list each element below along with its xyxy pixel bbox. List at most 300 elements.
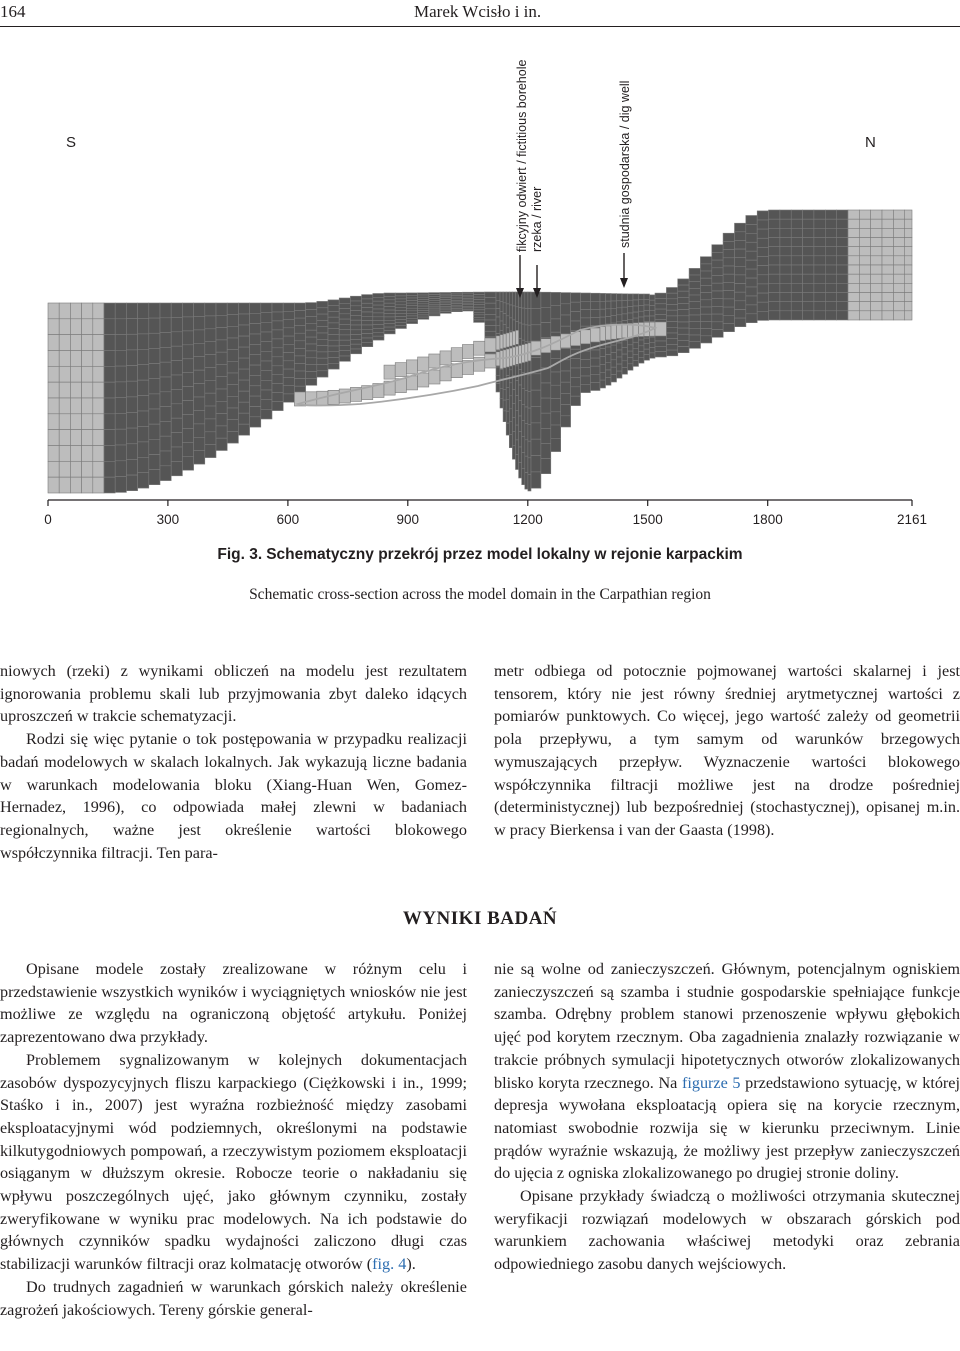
grid-cell [611,375,617,382]
grid-cell [522,453,525,469]
grid-cell [650,306,656,311]
grid-cell [474,307,485,310]
grid-cell [689,288,700,295]
grid-cell [541,383,551,398]
light-cell [590,328,600,342]
grid-cell [628,313,634,319]
grid-cell [115,477,126,493]
grid-cell [644,305,650,311]
grid-cell [70,382,81,398]
grid-cell [628,351,634,357]
grid-cell [531,472,541,488]
grid-cell [825,256,836,265]
grid-cell [216,414,227,426]
x-axis-tick-label: 900 [396,512,420,527]
grid-cell [48,351,59,367]
grid-cell [272,357,283,366]
grid-cell [882,228,893,237]
grid-cell [509,292,512,305]
grid-cell [525,407,528,423]
grid-cell [606,317,612,325]
grid-cell [512,417,515,431]
grid-cell [395,302,406,305]
grid-cell [650,337,656,342]
grid-cell [633,360,639,366]
grid-cell [506,411,509,423]
grid-cell [418,299,429,301]
grid-cell [283,377,294,385]
grid-cell [350,330,361,335]
bottom-right-column [494,958,960,1276]
grid-cell [837,274,848,283]
grid-cell [859,283,870,292]
grid-cell [294,356,305,364]
grid-cell [600,364,606,372]
grid-cell [70,477,81,493]
grid-cell [803,265,814,274]
light-cell [606,326,612,340]
grid-cell [350,311,361,316]
figure-4-link[interactable]: fig. 4 [372,1255,407,1274]
grid-cell [600,357,606,365]
light-cell [611,325,617,339]
light-cell [581,330,591,344]
grid-cell [149,318,160,333]
grid-cell [541,353,551,368]
grid-cell [362,303,373,307]
grid-cell [689,295,700,302]
grid-cell [837,238,848,247]
grid-cell [306,372,317,379]
figure-5-link[interactable]: figurze 5 [681,1073,741,1092]
grid-cell [503,411,506,422]
grid-cell [712,291,723,299]
grid-cell [791,238,802,247]
grid-cell [59,351,70,367]
grid-cell [837,247,848,256]
grid-cell [384,296,395,299]
grid-cell [746,260,757,269]
grid-cell [503,400,506,411]
grid-cell [528,292,531,309]
grid-cell [339,309,350,314]
grid-cell [512,431,515,445]
grid-cell [859,265,870,274]
grid-cell [531,308,541,324]
grid-cell [757,257,768,266]
grid-cell [406,308,417,311]
grid-cell [171,346,182,360]
grid-cell [227,361,238,373]
grid-cell [384,317,395,320]
grid-cell [837,219,848,228]
grid-cell [791,265,802,274]
grid-cell [115,335,126,351]
grid-cell [622,314,628,321]
grid-cell [429,314,440,316]
grid-cell [272,375,283,384]
grid-cell [306,316,317,323]
grid-cell [882,210,893,219]
grid-cell [126,303,137,319]
grid-cell [617,301,623,308]
grid-cell [700,321,711,328]
grid-cell [509,318,512,331]
grid-cell [803,302,814,311]
grid-cell [528,441,531,458]
grid-cell [205,367,216,380]
grid-cell [418,317,429,319]
grid-cell [474,292,485,295]
grid-cell [859,228,870,237]
grid-cell [531,423,541,439]
grid-cell [893,210,904,219]
grid-cell [814,274,825,283]
grid-cell [723,258,734,266]
grid-cell [500,389,503,399]
grid-cell [216,303,227,315]
grid-cell [227,385,238,397]
grid-cell [571,302,581,311]
grid-cell [746,224,757,233]
grid-cell [317,327,328,333]
grid-cell [503,292,506,303]
grid-cell [160,407,171,422]
grid-cell [104,382,115,398]
grid-cell [362,334,373,338]
grid-cell [496,317,500,325]
grid-cell [606,370,612,378]
grid-cell [149,409,160,424]
grid-cell [639,294,645,300]
grid-cell [551,319,561,332]
grid-cell [82,477,93,493]
light-cell [429,370,440,384]
grid-cell [500,398,503,408]
grid-cell [571,312,581,321]
grid-cell [666,350,677,356]
grid-cell [757,211,768,220]
grid-cell [581,384,591,392]
grid-cell [791,274,802,283]
grid-cell [746,296,757,305]
grid-cell [238,314,249,325]
figure-caption [0,546,960,564]
grid-cell [115,413,126,429]
grid-cell [395,320,406,323]
grid-cell [70,335,81,351]
grid-cell [655,346,666,351]
grid-cell [126,350,137,366]
grid-cell [803,311,814,320]
grid-cell [104,414,115,430]
grid-cell [905,210,912,219]
grid-cell [541,459,551,474]
grid-cell [590,350,600,358]
grid-cell [723,315,734,323]
grid-cell [757,238,768,247]
grid-cell [633,354,639,360]
grid-cell [769,210,780,219]
top-right-column [494,660,960,842]
paragraph-text: Problemem sygnalizowanym w kolejnych dokumentacjach zasobów dyspozycyjnych fliszu karpackiego (Ciężkowski i in., 1999; Staśko i in., 2007) jest wyraźna rozbieżność między zasobami eksploatacyjnymi wód podziemnych, określonymi na podstawie kilkutygodniowych pompowań, a rzeczywistym poziomem eksploatacji osiąganym w dłuższym okresie. Robocze teorie o nakładaniu się wpływu poszczególnych ujęć, jako głównym czynniku, zostały zweryfikowane w wyniku prac modelowych. Na ich podstawie do głównych czynników spadku wydajności zaliczono długi czas stabilizacji warunków filtracji oraz kolmatację otworów ( [0,1050,467,1274]
grid-cell [362,299,373,303]
grid-cell [814,293,825,302]
grid-cell [395,311,406,314]
grid-cell [611,294,617,301]
grid-cell [689,268,700,275]
grid-cell [93,461,104,477]
grid-cell [272,321,283,330]
light-cell [451,348,462,362]
light-cell [506,333,509,347]
grid-cell [160,392,171,407]
grid-cell [160,362,171,377]
grid-cell [531,456,541,472]
grid-cell [205,419,216,432]
grid-cell [525,440,528,456]
grid-cell [628,307,634,313]
grid-cell [525,292,528,308]
light-cell [429,354,440,368]
grid-cell [528,309,531,326]
grid-cell [250,313,261,323]
grid-cell [814,219,825,228]
grid-cell [440,294,451,296]
grid-cell [644,300,650,306]
grid-cell [712,252,723,260]
grid-cell [581,318,591,326]
grid-cell [859,256,870,265]
grid-cell [317,333,328,339]
grid-cell [474,320,485,323]
grid-cell [561,405,571,416]
section-heading: WYNIKI BADAŃ [402,908,558,929]
grid-cell [250,375,261,385]
figure-title-pl: Schematyczny przekrój przez model lokalny w rejonie karpackim [266,546,743,563]
grid-cell [700,285,711,292]
grid-cell [440,298,451,300]
grid-cell [628,294,634,300]
grid-cell [496,325,500,333]
grid-cell [317,346,328,352]
grid-cell [650,300,656,305]
grid-cell [837,293,848,302]
grid-cell [48,414,59,430]
grid-cell [644,338,650,344]
grid-cell [149,364,160,379]
grid-cell [283,328,294,336]
grid-cell [418,295,429,297]
grid-cell [700,329,711,336]
grid-cell [48,382,59,398]
paragraph: metr odbiega od potocznie pojmowanej wartości skalarnej i jest tensorem, który nie jest równy średniej arytmetycznej wartości z pomiarów punktowych. Co więcej, jego wartość zależy od geometrii pola przepływu, a tym samym od warunków brzegowych wymuszających przepływ. Wyznaczenie wartości blokowego współczynnika filtracji możliwe jest na drodze pośredniej (deterministycznej) lub bezpośredniej (stochastycznej), opisanej m.in. w pracy Bierkensa i van der Gaasta (1998). [494,662,960,839]
grid-cell [261,409,272,419]
grid-cell [700,257,711,264]
grid-cell [440,312,451,314]
grid-cell [791,302,802,311]
grid-cell [261,303,272,313]
top-left-column [0,660,467,864]
grid-cell [59,430,70,446]
grid-cell [509,422,512,435]
label-north: N [865,134,876,151]
grid-cell [689,342,700,349]
x-axis-tick-label: 300 [156,512,180,527]
x-axis [44,500,927,527]
grid-cell [837,256,848,265]
grid-cell [283,344,294,352]
grid-cell [561,304,571,315]
grid-cell [666,299,677,305]
grid-cell [848,311,859,320]
x-axis-tick-label: 1800 [752,512,783,527]
grid-cell [59,382,70,398]
grid-cell [516,381,519,396]
grid-cell [655,304,666,309]
grid-cell [522,308,525,324]
grid-cell [611,308,617,315]
grid-cell [882,238,893,247]
grid-cell [825,247,836,256]
grid-cell [261,342,272,352]
grid-cell [149,303,160,318]
grid-cell [600,301,606,309]
grid-cell [871,228,882,237]
grid-cell [93,303,104,319]
grid-cell [272,402,283,411]
grid-cell [205,303,216,316]
grid-cell [600,349,606,357]
grid-cell [339,356,350,361]
grid-cell [723,266,734,274]
grid-cell [194,370,205,383]
grid-cell [500,369,503,379]
grid-cell [328,335,339,341]
grid-cell [362,312,373,316]
light-cell [474,341,485,355]
grid-cell [644,311,650,317]
grid-cell [250,417,261,427]
paragraph: niowych (rzeki) z wynikami obliczeń na modelu jest rezultatem ignorowania problemu skali lub przyjmowania zbyt daleko idących uproszczeń w trakcie schematyzacji. [0,662,467,726]
grid-cell [227,408,238,420]
grid-cell [395,323,406,326]
grid-cell [622,347,628,354]
grid-cell [893,302,904,311]
grid-cell [825,265,836,274]
grid-cell [194,451,205,464]
grid-cell [126,397,137,413]
paragraph-text: ). [406,1255,416,1274]
grid-cell [803,238,814,247]
grid-cell [149,455,160,470]
grid-cell [531,374,541,390]
grid-cell [522,421,525,437]
grid-cell [328,340,339,346]
grid-cell [406,295,417,298]
grid-cell [93,366,104,382]
grid-cell [837,210,848,219]
grid-cell [633,342,639,348]
grid-cell [474,312,485,315]
grid-cell [803,293,814,302]
grid-cell [655,336,666,341]
grid-cell [509,396,512,409]
grid-cell [606,362,612,370]
grid-cell [395,299,406,302]
grid-cell [689,302,700,309]
grid-cell [837,311,848,320]
grid-cell [893,311,904,320]
grid-cell [531,390,541,406]
grid-cell [905,283,912,292]
grid-cell [138,411,149,426]
grid-cell [474,317,485,320]
grid-cell [590,374,600,382]
grid-cell [666,316,677,322]
grid-cell [474,305,485,308]
grid-cell [723,282,734,290]
grid-cell [628,300,634,306]
grid-cell [59,319,70,335]
grid-cell [769,228,780,237]
grid-cell [328,323,339,329]
grid-cell [503,303,506,314]
grid-cell [373,336,384,340]
grid-cell [70,446,81,462]
grid-cell [735,249,746,258]
grid-cell [757,229,768,238]
grid-cell [82,414,93,430]
grid-cell [712,314,723,322]
grid-cell [93,382,104,398]
grid-cell [525,423,528,439]
grid-cell [622,361,628,368]
grid-cell [650,348,656,353]
grid-cell [384,293,395,296]
grid-cell [294,311,305,319]
grid-cell [418,306,429,308]
grid-cell [48,430,59,446]
grid-cell [115,445,126,461]
paragraph-text: nie są wolne od zanieczyszczeń. Głównym, potencjalnym ogniskiem zanieczyszczeń są szamba i studnie gospodarskie spełniające funkcje szamba. Odrębny problem stanowi przenoszenie wpływu głębokich ujęć pod korytem rzecznym. Oba zagadnienia znalazły rozwiązanie w trakcie próbnych symulacji hipotetycznych otworów zlokalizowanych blisko koryta rzecznego. Na [494,960,960,1092]
running-header-authors: Marek Wcisło i in. [414,2,542,21]
grid-cell [384,310,395,313]
grid-cell [82,319,93,335]
grid-cell [700,271,711,278]
grid-cell [104,335,115,351]
grid-cell [666,322,677,328]
grid-cell [395,293,406,296]
grid-cell [825,228,836,237]
grid-cell [261,380,272,390]
grid-cell [525,308,528,324]
grid-cell [418,315,429,317]
grid-cell [606,347,612,355]
light-cell [440,351,451,365]
grid-cell [294,341,305,349]
grid-cell [531,439,541,455]
grid-cell [528,458,531,475]
grid-cell [194,357,205,370]
grid-cell [82,366,93,382]
grid-cell [644,294,650,300]
label-fictitious-borehole: fikcyjny odwiert / fictitious borehole [515,59,529,252]
grid-cell [666,339,677,345]
grid-cell [769,256,780,265]
grid-cell [59,366,70,382]
grid-cell [328,300,339,306]
